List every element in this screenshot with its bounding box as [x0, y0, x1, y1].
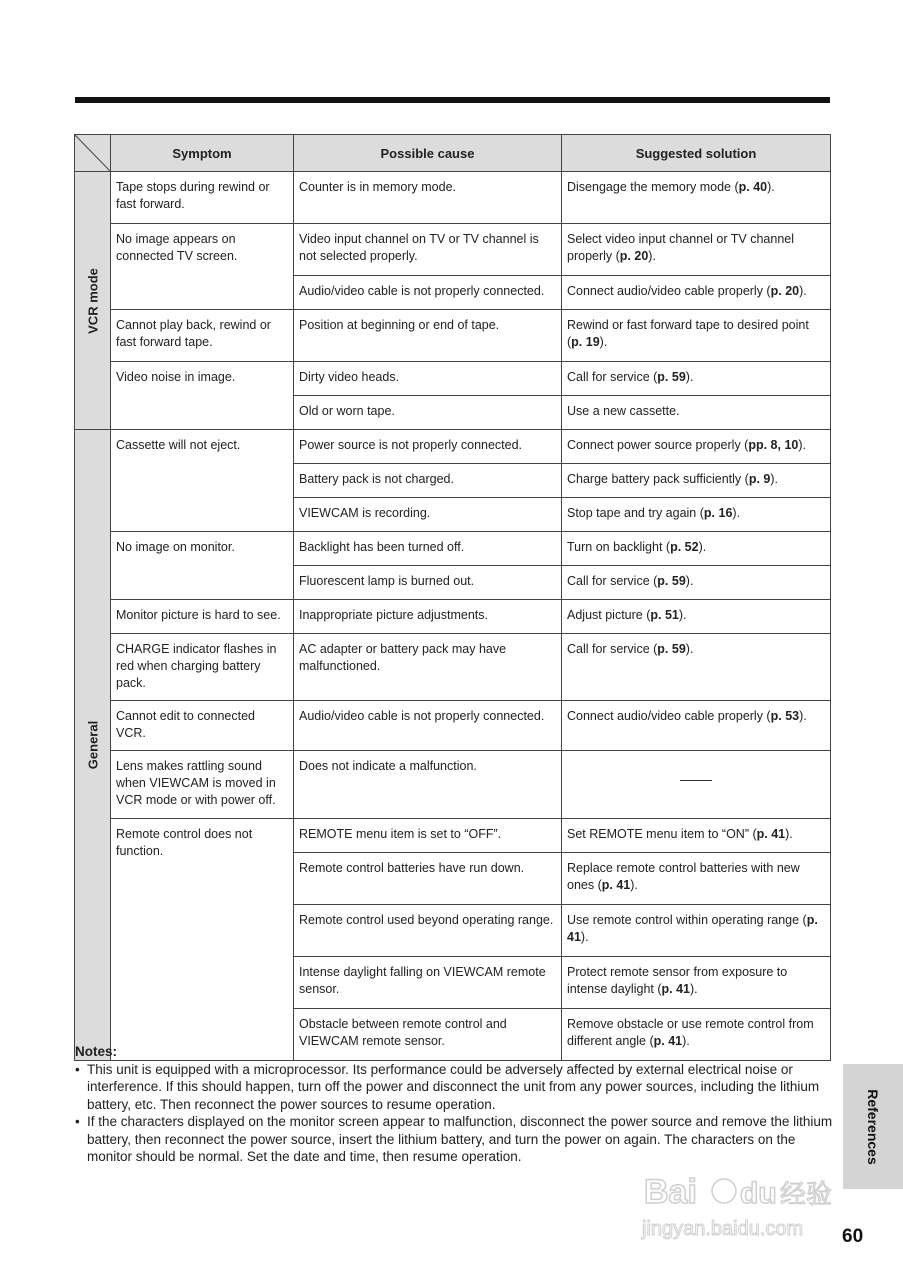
references-tab-label: References: [865, 1088, 881, 1165]
cause-cell: Position at beginning or end of tape.: [294, 310, 562, 362]
section-vcr-mode: [75, 172, 111, 430]
top-rule: [75, 97, 830, 103]
cause-cell: Remote control batteries have run down.: [294, 853, 562, 905]
cause-cell: AC adapter or battery pack may have malfunctioned.: [294, 634, 562, 701]
table-row: [75, 532, 831, 566]
solution-cell: Call for service (p. 59).: [562, 566, 831, 600]
symptom-cell: Lens makes rattling sound when VIEWCAM is moved in VCR mode or with power off.: [111, 751, 294, 819]
solution-cell: Turn on backlight (p. 52).: [562, 532, 831, 566]
cause-cell: REMOTE menu item is set to “OFF”.: [294, 819, 562, 853]
solution-cell: Use a new cassette.: [562, 396, 831, 430]
symptom-cell: CHARGE indicator flashes in red when charging battery pack.: [111, 634, 294, 701]
table-row: [75, 362, 831, 396]
solution-cell-empty: [562, 751, 831, 819]
solution-cell: Remove obstacle or use remote control from different angle (p. 41).: [562, 1009, 831, 1061]
note-item: [75, 1061, 835, 1114]
note-text: This unit is equipped with a microprocessor. Its performance could be adversely affected by external electrical noise or interference. If this should happen, turn off the power and disconnect the unit from any power sources, including the lithium battery, etc. Then reconnect the power sources to resume operation.: [87, 1061, 820, 1112]
symptom-cell: No image on monitor.: [111, 532, 294, 600]
table-row: [75, 819, 831, 853]
table-row: [75, 600, 831, 634]
watermark-brand: Bai: [644, 1173, 697, 1211]
bullet-icon: •: [75, 1114, 80, 1129]
solution-cell: Call for service (p. 59).: [562, 362, 831, 396]
notes-section: [75, 1043, 835, 1166]
page-number: 60: [842, 1226, 864, 1247]
symptom-cell: Cannot edit to connected VCR.: [111, 701, 294, 751]
header-symptom: Symptom: [111, 135, 294, 172]
cause-cell: Remote control used beyond operating range.: [294, 905, 562, 957]
solution-cell: Stop tape and try again (p. 16).: [562, 498, 831, 532]
solution-cell: Adjust picture (p. 51).: [562, 600, 831, 634]
paw-icon: [712, 1179, 736, 1203]
solution-cell: Protect remote sensor from exposure to intense daylight (p. 41).: [562, 957, 831, 1009]
cause-cell: Dirty video heads.: [294, 362, 562, 396]
solution-cell: Select video input channel or TV channel properly (p. 20).: [562, 224, 831, 276]
watermark-brand2: du: [740, 1177, 777, 1210]
section-label: VCR mode: [85, 267, 100, 334]
solution-cell: Connect power source properly (pp. 8, 10).: [562, 430, 831, 464]
solution-cell: Connect audio/video cable properly (p. 53).: [562, 701, 831, 751]
section-general: [75, 430, 111, 1061]
cause-cell: Audio/video cable is not properly connected.: [294, 276, 562, 310]
references-tab: [843, 1064, 903, 1189]
cause-cell: Fluorescent lamp is burned out.: [294, 566, 562, 600]
cause-cell: Old or worn tape.: [294, 396, 562, 430]
watermark-url: jingyan.baidu.com: [642, 1218, 804, 1240]
cause-cell: VIEWCAM is recording.: [294, 498, 562, 532]
section-label: General: [85, 720, 100, 770]
cause-cell: Inappropriate picture adjustments.: [294, 600, 562, 634]
solution-cell: Set REMOTE menu item to “ON” (p. 41).: [562, 819, 831, 853]
note-item: [75, 1113, 835, 1166]
symptom-cell: Cassette will not eject.: [111, 430, 294, 532]
solution-cell: Replace remote control batteries with new ones (p. 41).: [562, 853, 831, 905]
cause-cell: Backlight has been turned off.: [294, 532, 562, 566]
baidu-watermark: [640, 1165, 840, 1243]
table-row: [75, 310, 831, 362]
cause-cell: Does not indicate a malfunction.: [294, 751, 562, 819]
table-row: [75, 430, 831, 464]
symptom-cell: Cannot play back, rewind or fast forward tape.: [111, 310, 294, 362]
notes-title: Notes:: [75, 1044, 118, 1059]
table-row: [75, 751, 831, 819]
cause-cell: Video input channel on TV or TV channel is not selected properly.: [294, 224, 562, 276]
solution-cell: Charge battery pack sufficiently (p. 9).: [562, 464, 831, 498]
table-row: [75, 634, 831, 701]
cause-cell: Intense daylight falling on VIEWCAM remote sensor.: [294, 957, 562, 1009]
cause-cell: Audio/video cable is not properly connected.: [294, 701, 562, 751]
header-corner: [75, 135, 111, 172]
header-cause: Possible cause: [294, 135, 562, 172]
table-header-row: [75, 135, 831, 172]
cause-cell: Obstacle between remote control and VIEWCAM remote sensor.: [294, 1009, 562, 1061]
solution-cell: Use remote control within operating range (p. 41).: [562, 905, 831, 957]
solution-cell: Disengage the memory mode (p. 40).: [562, 172, 831, 224]
table-row: [75, 224, 831, 276]
table-row: [75, 701, 831, 751]
symptom-cell: No image appears on connected TV screen.: [111, 224, 294, 310]
troubleshooting-table: [74, 134, 831, 1061]
dash-mark: [680, 780, 712, 781]
watermark-chinese: 经验: [780, 1180, 833, 1210]
bullet-icon: •: [75, 1061, 80, 1077]
cause-cell: Counter is in memory mode.: [294, 172, 562, 224]
cause-cell: Power source is not properly connected.: [294, 430, 562, 464]
header-solution: Suggested solution: [562, 135, 831, 172]
note-text: If the characters displayed on the monitor screen appear to malfunction, disconnect the power source and remove the lithium battery, then reconnect the power source, insert the lithium battery, and turn the power on again. The characters on the monitor should be normal. Set the date and time, then resume operation.: [87, 1114, 833, 1164]
table-row: [75, 172, 831, 224]
symptom-cell: Tape stops during rewind or fast forward.: [111, 172, 294, 224]
symptom-cell: Video noise in image.: [111, 362, 294, 430]
solution-cell: Connect audio/video cable properly (p. 20).: [562, 276, 831, 310]
solution-cell: Call for service (p. 59).: [562, 634, 831, 701]
symptom-cell: Remote control does not function.: [111, 819, 294, 1061]
solution-cell: Rewind or fast forward tape to desired point (p. 19).: [562, 310, 831, 362]
symptom-cell: Monitor picture is hard to see.: [111, 600, 294, 634]
cause-cell: Battery pack is not charged.: [294, 464, 562, 498]
